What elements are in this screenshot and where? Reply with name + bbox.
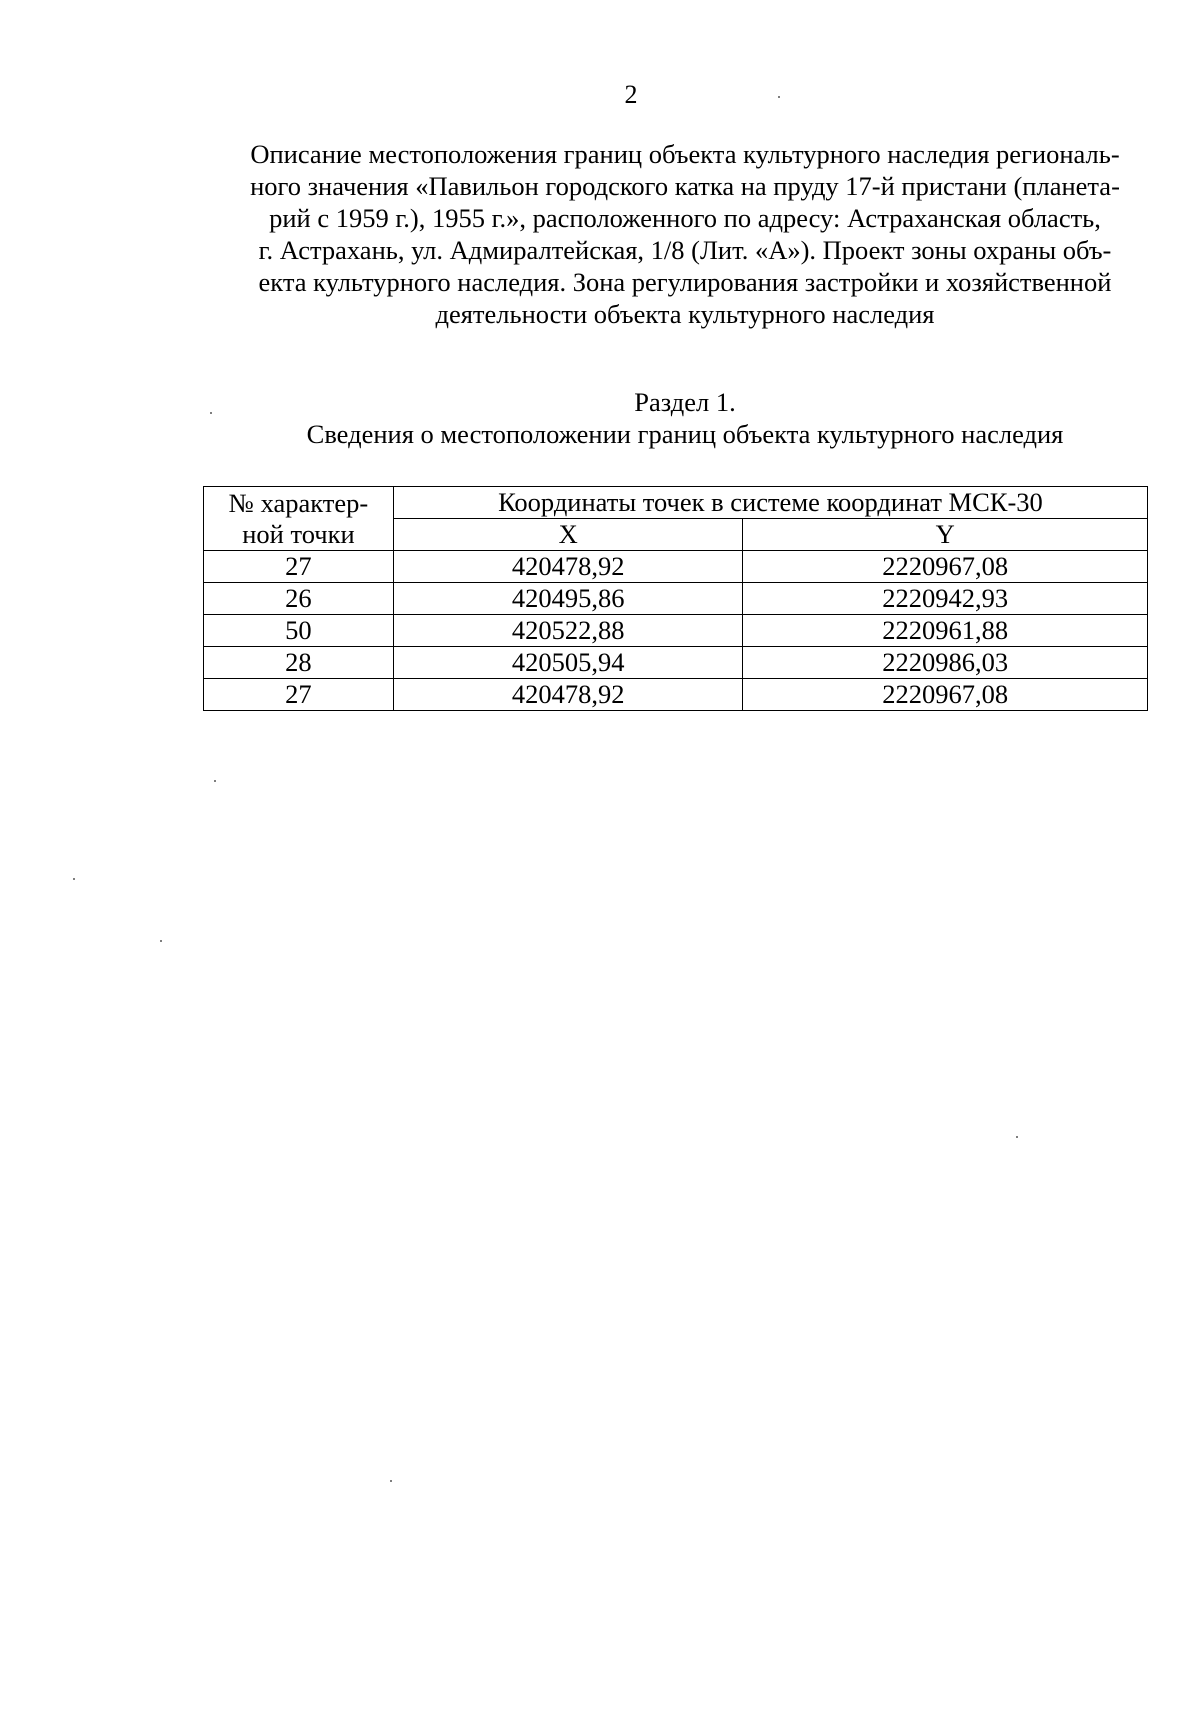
x-coordinate-cell: 420495,86 — [393, 583, 743, 615]
y-coordinate-cell: 2220986,03 — [743, 647, 1148, 679]
section-label: Раздел 1. — [634, 387, 736, 417]
section-subtitle: Сведения о местоположении границ объекта культурного наследия — [306, 419, 1064, 449]
table-row — [204, 679, 1148, 711]
section-heading — [205, 386, 1165, 450]
title-line: деятельности объекта культурного наследия — [435, 299, 935, 329]
document-title — [205, 138, 1165, 330]
x-coordinate-cell: 420522,88 — [393, 615, 743, 647]
x-header: X — [393, 519, 743, 551]
point-number-cell: 27 — [204, 551, 394, 583]
y-coordinate-cell: 2220967,08 — [743, 551, 1148, 583]
x-coordinate-cell: 420478,92 — [393, 679, 743, 711]
coordinates-group-header: Координаты точек в системе координат МСК-30 — [393, 487, 1147, 519]
scan-speck — [210, 412, 212, 414]
page-number — [0, 80, 1200, 110]
x-coordinate-cell: 420505,94 — [393, 647, 743, 679]
page-number-text: 2 — [624, 80, 638, 109]
coordinates-table — [203, 486, 1148, 711]
title-line: Описание местоположения границ объекта культурного наследия региональ- — [250, 139, 1120, 169]
y-coordinate-cell: 2220942,93 — [743, 583, 1148, 615]
point-number-cell: 28 — [204, 647, 394, 679]
y-header: Y — [743, 519, 1148, 551]
table-row — [204, 647, 1148, 679]
point-number-header-line: № характер- — [228, 487, 369, 518]
point-number-cell: 27 — [204, 679, 394, 711]
point-number-header-line: ной точки — [242, 518, 355, 549]
y-coordinate-cell: 2220961,88 — [743, 615, 1148, 647]
y-coordinate-cell: 2220967,08 — [743, 679, 1148, 711]
point-number-header — [204, 487, 394, 551]
point-number-cell: 26 — [204, 583, 394, 615]
title-line: екта культурного наследия. Зона регулирования застройки и хозяйственной — [258, 267, 1112, 297]
title-line: ного значения «Павильон городского катка на пруду 17-й пристани (планета- — [250, 171, 1120, 201]
scan-speck — [390, 1480, 392, 1482]
table-row — [204, 583, 1148, 615]
title-line: рий с 1959 г.), 1955 г.», расположенного по адресу: Астраханская область, — [269, 203, 1101, 233]
table-row — [204, 551, 1148, 583]
table-row — [204, 615, 1148, 647]
scan-speck — [1016, 1136, 1018, 1138]
scan-speck — [778, 96, 780, 98]
scan-speck — [73, 878, 75, 880]
title-line: г. Астрахань, ул. Адмиралтейская, 1/8 (Лит. «А»). Проект зоны охраны объ- — [258, 235, 1112, 265]
table-header-row — [204, 487, 1148, 519]
scan-speck — [214, 780, 216, 782]
point-number-cell: 50 — [204, 615, 394, 647]
x-coordinate-cell: 420478,92 — [393, 551, 743, 583]
scan-speck — [160, 940, 162, 942]
